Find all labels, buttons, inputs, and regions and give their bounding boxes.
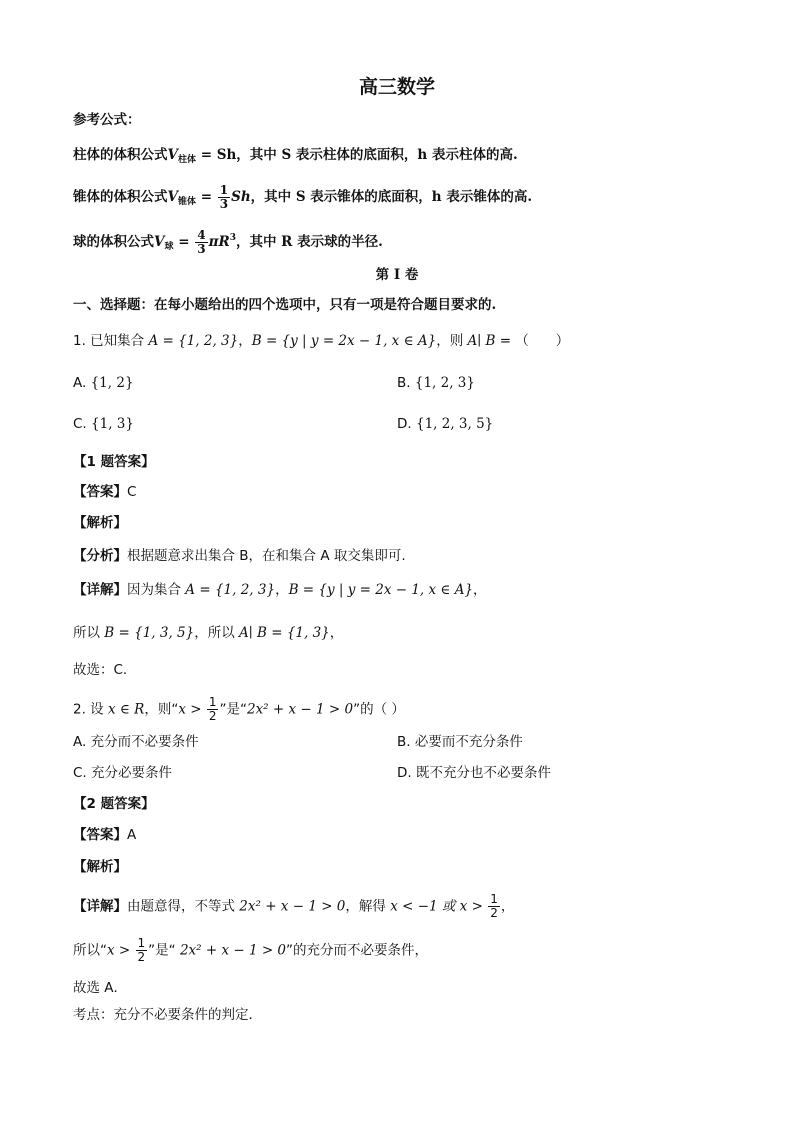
question-2-detail: 【详解】由题意得，不等式 2x² + x − 1 > 0，解得 x < −1 或 x > $\frac{1}{2}$ ， (73, 892, 515, 920)
question-2-option-b: B. 必要而不充分条件 (397, 734, 523, 750)
question-1-option-a: A. {1, 2} (73, 375, 134, 391)
question-2-option-c: C. 充分必要条件 (73, 765, 173, 781)
section-heading: 一、选择题：在每小题给出的四个选项中，只有一项是符合题目要求的. (73, 297, 497, 313)
question-2-choose: 故选 A． (73, 980, 128, 996)
question-2-stem: 2. 设 x ∈ R，则“x > $\frac{1}{2}$ ”是“2x² + x − 1 > 0”的（ ） (73, 695, 405, 723)
fraction: $\frac{4}{3}$ (197, 228, 206, 256)
question-1-choose: 故选：C. (73, 662, 128, 678)
question-1-stem: 1. 已知集合 A = {1, 2, 3}，B = {y | y = 2x − 1, x ∈ A}，则 A∣ B = （ ） (73, 333, 570, 349)
page-title: 高三数学 (358, 76, 435, 98)
fraction: $\frac{1}{3}$ (219, 183, 229, 211)
formula-prism: 柱体的体积公式$V_{柱体} = Sh$，其中 S 表示柱体的底面积，h 表示柱体的高. (73, 147, 518, 165)
fraction: $\frac{1}{2}$ (208, 695, 217, 723)
question-1-detail-line2: 所以 B = {1, 3, 5}，所以 A∣ B = {1, 3}， (73, 625, 344, 641)
fraction: $\frac{1}{2}$ (490, 892, 498, 920)
question-1-analysis-tag: 【解析】 (73, 515, 127, 531)
question-1-answer: 【答案】C (73, 484, 137, 500)
question-1-detail: 【详解】因为集合 A = {1, 2, 3}，B = {y | y = 2x − 1, x ∈ A}， (73, 582, 487, 598)
formula-cone: 锥体的体积公式$V_{锥体}$ = $\frac{1}{3}$ Sh，其中 S 表示锥体的底面积，h 表示锥体的高. (73, 183, 533, 211)
question-1-option-b: B. {1, 2, 3} (397, 375, 475, 391)
question-2-detail-line2: 所以“x > $\frac{1}{2}$ ”是“ 2x² + x − 1 > 0”的充分而不必要条件， (73, 936, 429, 964)
question-1-answer-tag: 【1 题答案】 (73, 454, 155, 470)
question-2-answer: 【答案】A (73, 827, 137, 843)
question-2-kaodian: 考点：充分不必要条件的判定． (73, 1007, 262, 1023)
question-1-option-c: C. {1, 3} (73, 416, 134, 432)
question-2-analysis-tag: 【解析】 (73, 859, 127, 875)
formula-heading: 参考公式： (73, 112, 141, 128)
question-1-fenxi: 【分析】根据题意求出集合 B，在和集合 A 取交集即可. (73, 548, 406, 564)
volume-heading: 第 I 卷 (375, 267, 419, 283)
formula-sphere: 球的体积公式$V_球$ = $\frac{4}{3}$ $\pi R^3$，其中 R 表示球的半径. (73, 228, 383, 256)
question-2-option-d: D. 既不充分也不必要条件 (397, 765, 551, 781)
question-1-option-d: D. {1, 2, 3, 5} (397, 416, 494, 432)
question-2-answer-tag: 【2 题答案】 (73, 796, 155, 812)
fraction: $\frac{1}{2}$ (137, 936, 146, 964)
question-2-option-a: A. 充分而不必要条件 (73, 734, 199, 750)
